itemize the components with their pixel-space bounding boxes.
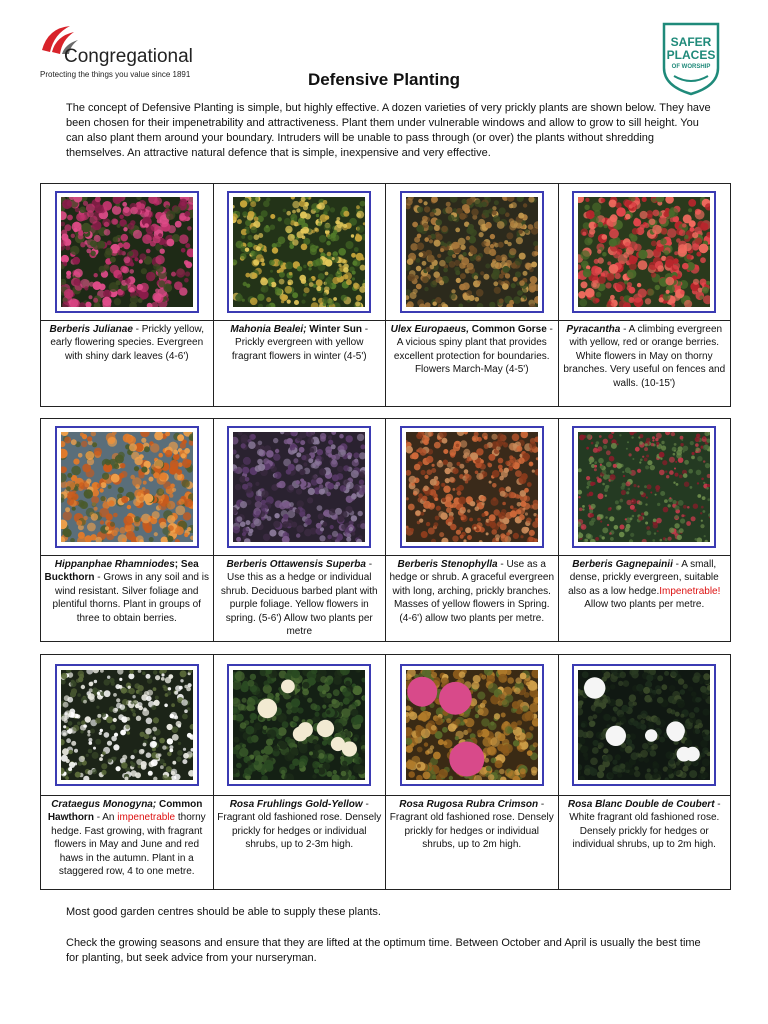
footer-advice: Check the growing seasons and ensure that they are lifted at the optimum time. Between October and April is usually the best time for planting, but seek advice from your nurseryman.: [66, 937, 701, 964]
plant-common-name: Common Hawthorn: [47, 799, 203, 824]
plant-caption: [214, 321, 386, 406]
plant-cell: [558, 419, 731, 641]
plant-caption: [41, 321, 213, 406]
plant-description-end: thorny hedge. Fast growing, with fragrant flowers in May and June and red haws in the autumn. Plant in a staggered row, 4 to one metre.: [51, 812, 206, 878]
plant-cell: [213, 184, 386, 406]
page-title: Defensive Planting: [307, 70, 461, 89]
plant-cell: [385, 419, 558, 641]
plant-description: - A small, dense, prickly evergreen, suitable also as a low hedge.: [568, 559, 719, 597]
plant-latin-name: Berberis Gagnepainii: [572, 559, 673, 570]
plant-common-name: Common Gorse: [468, 324, 547, 335]
brand-name: Congregational: [64, 46, 193, 67]
plant-caption: [386, 796, 558, 889]
plant-cell: [558, 655, 731, 889]
plant-cell: [213, 419, 386, 641]
plant-cell: [41, 419, 213, 641]
footer-note: Most good garden centres should be able to supply these plants.: [66, 906, 381, 918]
plant-caption: [559, 556, 731, 641]
badge-line-1: SAFER: [670, 35, 712, 49]
plant-cell: [385, 184, 558, 406]
plant-description: - White fragrant old fashioned rose. Densely prickly for hedges or individual shrubs, up to 2m high.: [569, 799, 721, 851]
plant-latin-name: Berberis Stenophylla: [397, 559, 498, 570]
plant-photo: [406, 197, 538, 307]
plant-photo: [406, 432, 538, 542]
plant-latin-name: Rosa Blanc Double de Coubert: [567, 799, 715, 810]
plant-description: - Prickly evergreen with yellow fragrant flowers in winter (4-5'): [231, 324, 369, 362]
plant-description: - Prickly yellow, early flowering species. Evergreen with shiny dark leaves (4-6'): [50, 324, 204, 362]
plant-caption: [214, 556, 386, 641]
plant-latin-name: Berberis Ottawensis Superba: [226, 559, 366, 570]
plant-caption: [386, 321, 558, 406]
plant-latin-name: Pyracantha: [566, 324, 621, 335]
plant-cell: [385, 655, 558, 889]
plant-photo: [233, 432, 365, 542]
plant-description: - An: [93, 812, 118, 824]
plant-photo: [61, 197, 193, 307]
plant-cell: [41, 184, 213, 406]
plant-description: - Use this as a hedge or individual shrub. Deciduous barbed plant with purple foliage. Yellow flowers in spring. (5-6') Allow two plants per metre: [220, 559, 378, 638]
badge-line-3: OF WORSHIP: [671, 64, 711, 70]
intro-paragraph: The concept of Defensive Planting is simple, but highly effective. A dozen varieties of very prickly plants are shown below. They have been chosen for their impenetrability and attractiveness. Plant them under vulnerable windows and allow to grow to sill height. You can also plant them around your boundary. Intruders will be unable to pass through (or over) the plants without shredding themselves. An attractive natural defence that is simple, inexpensive and very effective.: [66, 102, 711, 159]
plant-photo: [233, 670, 365, 780]
plant-description: - A vicious spiny plant that provides excellent protection for boundaries. Flowers March-May (4-5'): [393, 324, 553, 376]
plant-latin-name: Mahonia Bealei;: [230, 324, 307, 335]
plant-photo: [233, 197, 365, 307]
plant-highlight: Impenetrable!: [659, 585, 721, 597]
plant-caption: [41, 796, 213, 889]
plant-description: - Fragrant old fashioned rose. Densely prickly for hedges or individual shrubs, up to 2m high.: [389, 799, 554, 851]
plant-photo: [61, 432, 193, 542]
plant-table-row-2: [40, 418, 731, 642]
plant-caption: [386, 556, 558, 641]
plant-cell: [558, 184, 731, 406]
plant-latin-name: Rosa Rugosa Rubra Crimson: [399, 799, 539, 810]
plant-latin-name: Ulex Europaeus,: [390, 324, 469, 335]
badge-line-2: PLACES: [666, 48, 716, 62]
plant-photo: [406, 670, 538, 780]
plant-cell: [213, 655, 386, 889]
plant-photo: [61, 670, 193, 780]
brand-tagline: Protecting the things you value since 1891: [40, 70, 191, 79]
plant-table-row-3: [40, 654, 731, 890]
plant-table-row-1: [40, 183, 731, 407]
plant-description: - Fragrant old fashioned rose. Densely prickly for hedges or individual shrubs, up to 2-3m high.: [217, 799, 382, 851]
plant-latin-name: Crataegus Monogyna;: [51, 799, 157, 810]
plant-caption: [41, 556, 213, 641]
plant-description: - Use as a hedge or shrub. A graceful evergreen with long, arching, prickly branches. Masses of yellow flowers in Spring. (4-6') allow two plants per metre.: [389, 559, 555, 624]
plant-common-name: Winter Sun: [306, 324, 362, 335]
plant-caption: [559, 321, 731, 406]
plant-photo: [578, 197, 710, 307]
plant-latin-name: Hippanphae Rhamniodes: [54, 559, 175, 570]
plant-description: - Grows in any soil and is wind resistant. Silver foliage and plentiful thorns. Plant in groups of three to obtain berries.: [52, 572, 209, 624]
plant-description: - A climbing evergreen with yellow, red or orange berries. White flowers in May on thorny branches. Very useful on fences and walls. (10-15'): [563, 324, 726, 389]
plant-description-end: Allow two plants per metre.: [584, 599, 705, 611]
plant-photo: [578, 670, 710, 780]
plant-caption: [559, 796, 731, 889]
plant-cell: [41, 655, 213, 889]
plant-common-name: ; Sea Buckthorn: [44, 559, 199, 584]
plant-latin-name: Rosa Fruhlings Gold-Yellow: [229, 799, 363, 810]
plant-photo: [578, 432, 710, 542]
plant-caption: [214, 796, 386, 889]
plant-highlight: impenetrable: [117, 812, 176, 824]
plant-latin-name: Berberis Julianae: [49, 324, 133, 335]
